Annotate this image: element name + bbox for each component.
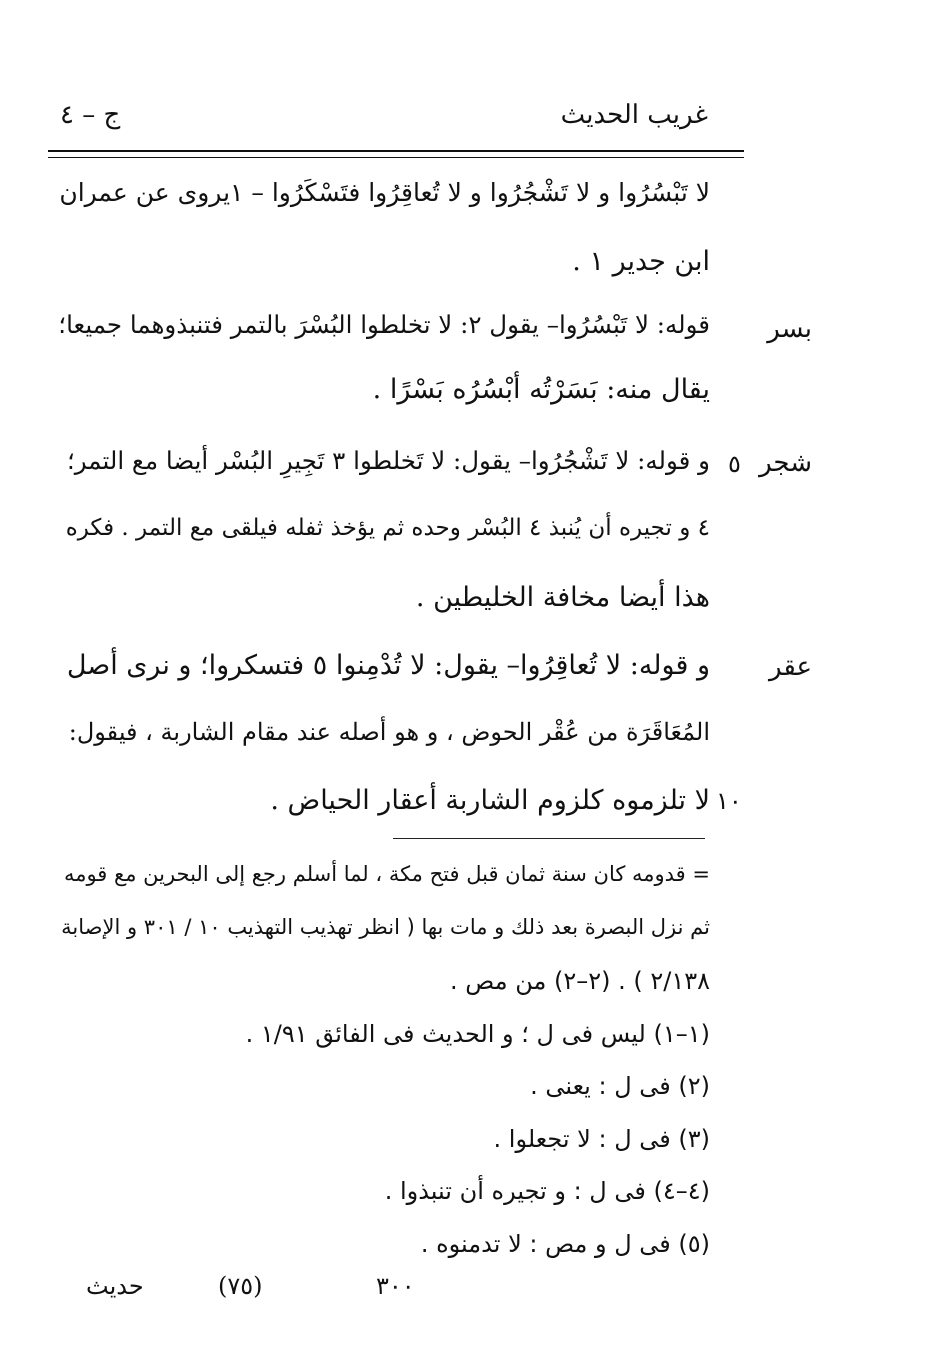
volume-label: ج – ٤ (60, 100, 121, 130)
margin-keyword-aqr: عقر (768, 652, 812, 682)
body-line-3: قوله: لا تَبْسُرُوا– يقول ٢: لا تخلطوا البُسْرَ بالتمر فتنبذوهما جميعا؛ (58, 310, 710, 339)
footnote-1: (١–١) ليس فى ل ؛ و الحديث فى الفائق ١/٩١ . (245, 1020, 710, 1048)
body-line-1: لا تَبْسُرُوا و لا تَشْجُرُوا و لا تُعاقِرُوا فتَسْكَرُوا – ١يروى عن عمران (59, 178, 710, 207)
footnote-3: (٣) فى ل : لا تجعلوا . (493, 1125, 710, 1153)
body-line-7: هذا أيضا مخافة الخليطين . (415, 582, 710, 613)
body-line-10: لا تلزموه كلزوم الشاربة أعقار الحياض . (270, 785, 710, 816)
footnote-rule (393, 838, 705, 839)
line-number-10: ١٠ (716, 787, 742, 815)
body-line-2: ابن جدير ١ . (572, 246, 710, 277)
body-line-8: و قوله: لا تُعاقِرُوا– يقول: لا تُدْمِنوا ٥ فتسكروا؛ و نرى أصل (66, 650, 710, 681)
margin-keyword-shajar: شجر (759, 448, 812, 478)
footnote-5: (٥) فى ل و مص : لا تدمنوه . (420, 1230, 710, 1258)
body-line-6: ٤ و تجيره أن يُنبذ ٤ البُسْر وحده ثم يؤخذ ثفله فيلقى مع التمر . فكره (65, 515, 710, 541)
footnote-2: (٢) فى ل : يعنى . (530, 1072, 710, 1100)
body-line-4: يقال منه: بَسَرْتُه أبْسُرُه بَسْرًا . (372, 374, 710, 405)
header-rule-thin (48, 157, 744, 158)
line-number-5: ٥ (728, 450, 741, 478)
body-line-9: المُعَاقَرَة من عُقْر الحوض ، و هو أصله عند مقام الشاربة ، فيقول: (68, 718, 710, 746)
header-rule-thick (48, 150, 744, 152)
running-title: غريب الحديث (560, 100, 708, 130)
footnote-line-2: ثم نزل البصرة بعد ذلك و مات بها ( انظر تهذيب التهذيب ١٠ / ٣٠١ و الإصابة (61, 915, 710, 939)
margin-keyword-basr: بسر (767, 314, 812, 344)
page-number: ٣٠٠ (376, 1272, 415, 1300)
body-line-5: و قوله: لا تَشْجُرُوا– يقول: لا تَخلطوا ٣ تَجِيرِ البُسْر أيضا مع التمر؛ (67, 446, 710, 475)
footnote-line-1: = قدومه كان سنة ثمان قبل فتح مكة ، لما أسلم رجع إلى البحرين مع قومه (63, 862, 710, 886)
signature-mark: حديث (86, 1272, 144, 1300)
footnote-4: (٤–٤) فى ل : و تجيره أن تنبذوا . (384, 1177, 710, 1205)
footnote-line-3: ٢/١٣٨ ) . (٢–٢) من مص . (450, 967, 710, 995)
section-number: (٧٥) (218, 1272, 263, 1300)
